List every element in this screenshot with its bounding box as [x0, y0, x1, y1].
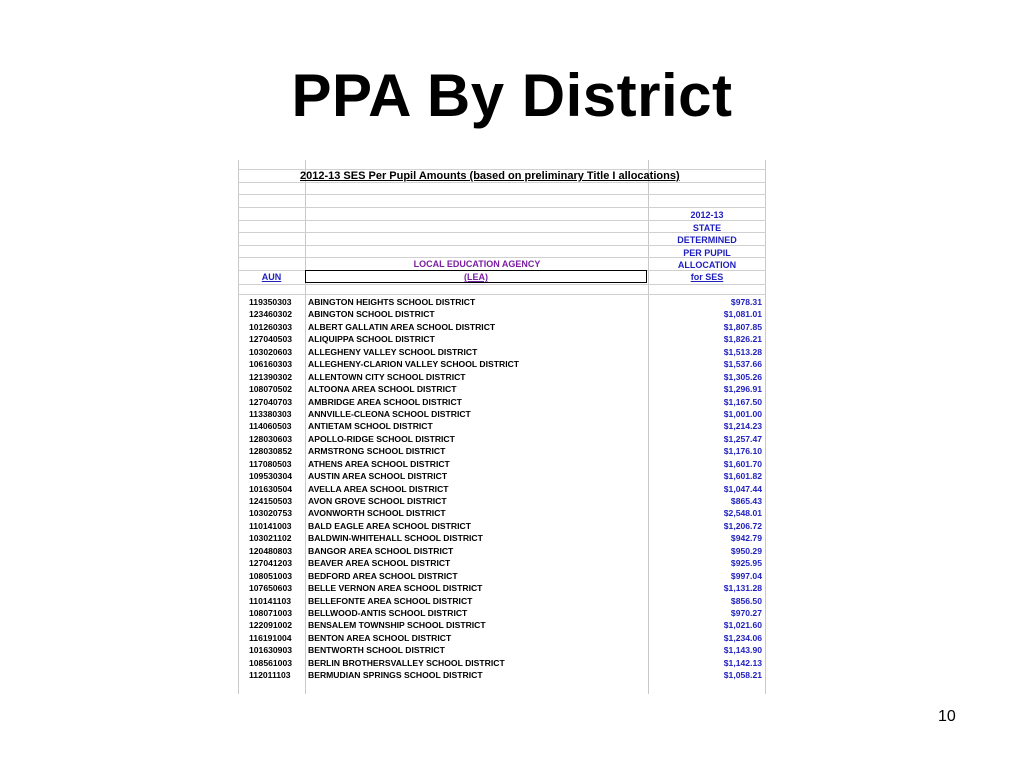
aun-cell: 116191004: [249, 632, 292, 643]
amount-cell: $997.04: [730, 570, 762, 581]
amount-cell: $2,548.01: [723, 508, 762, 519]
district-name-cell: AMBRIDGE AREA SCHOOL DISTRICT: [308, 396, 462, 407]
aun-cell: 101260303: [249, 321, 293, 332]
amount-cell: $1,826.21: [723, 334, 762, 345]
table-row: [238, 359, 766, 371]
amount-cell: $1,142.13: [723, 657, 762, 668]
aun-cell: 112011103: [249, 670, 291, 681]
table-row: [238, 633, 766, 645]
district-name-cell: APOLLO-RIDGE SCHOOL DISTRICT: [308, 433, 455, 444]
amount-cell: $856.50: [730, 595, 762, 606]
aun-cell: 110141003: [249, 520, 292, 531]
table-row: [238, 670, 766, 682]
grid-line: [238, 194, 766, 195]
aun-cell: 103020603: [249, 346, 293, 357]
aun-cell: 120480803: [249, 545, 293, 556]
table-row: [238, 322, 766, 334]
grid-line: [238, 207, 766, 208]
district-name-cell: AVONWORTH SCHOOL DISTRICT: [308, 508, 446, 519]
district-name-cell: ATHENS AREA SCHOOL DISTRICT: [308, 458, 450, 469]
district-name-cell: ARMSTRONG SCHOOL DISTRICT: [308, 446, 446, 457]
aun-cell: 117080503: [249, 458, 292, 469]
header-line: ALLOCATION: [677, 260, 737, 270]
table-row: [238, 446, 766, 458]
table-row: [238, 558, 766, 570]
district-name-cell: ANNVILLE-CLEONA SCHOOL DISTRICT: [308, 408, 471, 419]
district-name-cell: BALD EAGLE AREA SCHOOL DISTRICT: [308, 520, 471, 531]
table-row: [238, 309, 766, 321]
page-number: 10: [938, 708, 956, 725]
column-header-amount: for SES: [690, 272, 724, 282]
grid-line: [238, 182, 766, 183]
spreadsheet-image: [238, 160, 766, 694]
lea-header-label: LOCAL EDUCATION AGENCY: [413, 259, 541, 269]
amount-cell: $1,176.10: [723, 446, 762, 457]
aun-cell: 122091002: [249, 620, 293, 631]
table-row: [238, 434, 766, 446]
district-name-cell: BERMUDIAN SPRINGS SCHOOL DISTRICT: [308, 670, 483, 681]
district-name-cell: ANTIETAM SCHOOL DISTRICT: [308, 421, 433, 432]
table-row: [238, 459, 766, 471]
aun-cell: 103020753: [249, 508, 293, 519]
district-name-cell: BENTON AREA SCHOOL DISTRICT: [308, 632, 452, 643]
district-name-cell: BALDWIN-WHITEHALL SCHOOL DISTRICT: [308, 533, 483, 544]
district-name-cell: BANGOR AREA SCHOOL DISTRICT: [308, 545, 454, 556]
amount-cell: $1,058.21: [723, 670, 762, 681]
district-name-cell: ALLEGHENY-CLARION VALLEY SCHOOL DISTRICT: [308, 359, 520, 370]
district-name-cell: BEAVER AREA SCHOOL DISTRICT: [308, 558, 451, 569]
amount-cell: $1,601.70: [723, 458, 762, 469]
table-row: [238, 620, 766, 632]
table-row: [238, 533, 766, 545]
aun-cell: 108561003: [249, 657, 293, 668]
amount-cell: $970.27: [730, 607, 762, 618]
amount-cell: $865.43: [730, 496, 762, 506]
table-row: [238, 384, 766, 396]
table-row: [238, 546, 766, 558]
aun-cell: 108071003: [249, 607, 293, 618]
table-row: [238, 608, 766, 620]
aun-cell: 101630504: [249, 483, 293, 494]
aun-cell: 110141103: [249, 595, 292, 606]
table-row: [238, 496, 766, 508]
amount-cell: $925.95: [730, 558, 762, 569]
aun-cell: 108070502: [249, 384, 293, 395]
district-name-cell: ALBERT GALLATIN AREA SCHOOL DISTRICT: [308, 321, 496, 332]
district-name-cell: AVELLA AREA SCHOOL DISTRICT: [308, 483, 449, 494]
table-row: [238, 334, 766, 346]
table-row: [238, 645, 766, 657]
amount-cell: $978.31: [730, 297, 762, 307]
district-name-cell: BELLEFONTE AREA SCHOOL DISTRICT: [308, 595, 473, 606]
aun-cell: 108051003: [249, 570, 293, 581]
table-row: [238, 571, 766, 583]
aun-cell: 123460302: [249, 309, 293, 320]
amount-cell: $1,081.01: [723, 309, 762, 320]
aun-cell: 128030603: [249, 433, 293, 444]
district-table-body: [238, 297, 766, 683]
amount-cell: $1,234.06: [723, 632, 762, 643]
table-row: [238, 397, 766, 409]
amount-cell: $1,601.82: [723, 471, 762, 482]
district-name-cell: BENSALEM TOWNSHIP SCHOOL DISTRICT: [308, 620, 486, 631]
header-line: PER PUPIL: [683, 247, 731, 258]
amount-cell: $1,296.91: [723, 384, 762, 395]
aun-cell: 127041203: [249, 558, 293, 569]
table-row: [238, 372, 766, 384]
district-name-cell: AVON GROVE SCHOOL DISTRICT: [308, 496, 447, 506]
table-row: [238, 521, 766, 533]
amount-cell: $1,807.85: [723, 321, 762, 332]
amount-cell: $1,047.44: [723, 483, 762, 494]
aun-cell: 107650603: [249, 583, 293, 594]
table-row: [238, 484, 766, 496]
aun-cell: 121390302: [249, 371, 293, 382]
table-row: [238, 409, 766, 421]
amount-cell: $1,021.60: [723, 620, 762, 631]
table-row: [238, 297, 766, 309]
table-row: [238, 508, 766, 520]
aun-cell: 114060503: [249, 421, 292, 432]
amount-cell: $1,206.72: [723, 520, 762, 531]
column-header-aun: AUN: [261, 272, 282, 282]
aun-cell: 127040503: [249, 334, 293, 345]
aun-cell: 127040703: [249, 396, 293, 407]
table-row: [238, 471, 766, 483]
aun-cell: 128030852: [249, 446, 293, 457]
district-name-cell: ALIQUIPPA SCHOOL DISTRICT: [308, 334, 435, 345]
aun-cell: 113380303: [249, 408, 292, 419]
district-name-cell: BELLWOOD-ANTIS SCHOOL DISTRICT: [308, 607, 468, 618]
grid-line: [238, 284, 766, 285]
district-name-cell: BENTWORTH SCHOOL DISTRICT: [308, 645, 445, 656]
amount-cell: $1,305.26: [723, 371, 762, 382]
amount-cell: $1,167.50: [723, 396, 762, 407]
amount-cell: $1,214.23: [723, 421, 762, 432]
table-row: [238, 658, 766, 670]
amount-cell: $950.29: [730, 545, 762, 556]
aun-cell: 124150503: [249, 496, 293, 506]
aun-cell: 101630903: [249, 645, 293, 656]
table-row: [238, 347, 766, 359]
district-name-cell: ALLEGHENY VALLEY SCHOOL DISTRICT: [308, 346, 478, 357]
district-name-cell: BEDFORD AREA SCHOOL DISTRICT: [308, 570, 458, 581]
district-name-cell: ALLENTOWN CITY SCHOOL DISTRICT: [308, 371, 466, 382]
district-name-cell: AUSTIN AREA SCHOOL DISTRICT: [308, 471, 448, 482]
district-name-cell: ALTOONA AREA SCHOOL DISTRICT: [308, 384, 457, 395]
district-name-cell: BELLE VERNON AREA SCHOOL DISTRICT: [308, 583, 483, 594]
header-line: DETERMINED: [677, 235, 737, 245]
aun-cell: 103021102: [249, 533, 292, 544]
amount-cell: $1,143.90: [723, 645, 762, 656]
amount-cell: $1,001.00: [723, 408, 762, 419]
grid-line: [238, 294, 766, 295]
table-row: [238, 583, 766, 595]
amount-cell: $942.79: [730, 533, 762, 544]
header-line: STATE: [692, 222, 722, 233]
sheet-title: 2012-13 SES Per Pupil Amounts (based on preliminary Title I allocations): [300, 170, 680, 182]
amount-cell: $1,131.28: [723, 583, 762, 594]
district-name-cell: BERLIN BROTHERSVALLEY SCHOOL DISTRICT: [308, 657, 505, 668]
aun-cell: 119350303: [249, 297, 292, 307]
slide-title: PPA By District: [291, 62, 733, 129]
column-header-lea: (LEA): [464, 272, 488, 282]
header-line: 2012-13: [690, 210, 724, 220]
district-name-cell: ABINGTON SCHOOL DISTRICT: [308, 309, 435, 320]
amount-cell: $1,513.28: [723, 346, 762, 357]
table-row: [238, 421, 766, 433]
amount-cell: $1,537.66: [723, 359, 762, 370]
amount-cell: $1,257.47: [723, 433, 762, 444]
table-row: [238, 596, 766, 608]
aun-cell: 109530304: [249, 471, 293, 482]
district-name-cell: ABINGTON HEIGHTS SCHOOL DISTRICT: [308, 297, 476, 307]
aun-cell: 106160303: [249, 359, 293, 370]
